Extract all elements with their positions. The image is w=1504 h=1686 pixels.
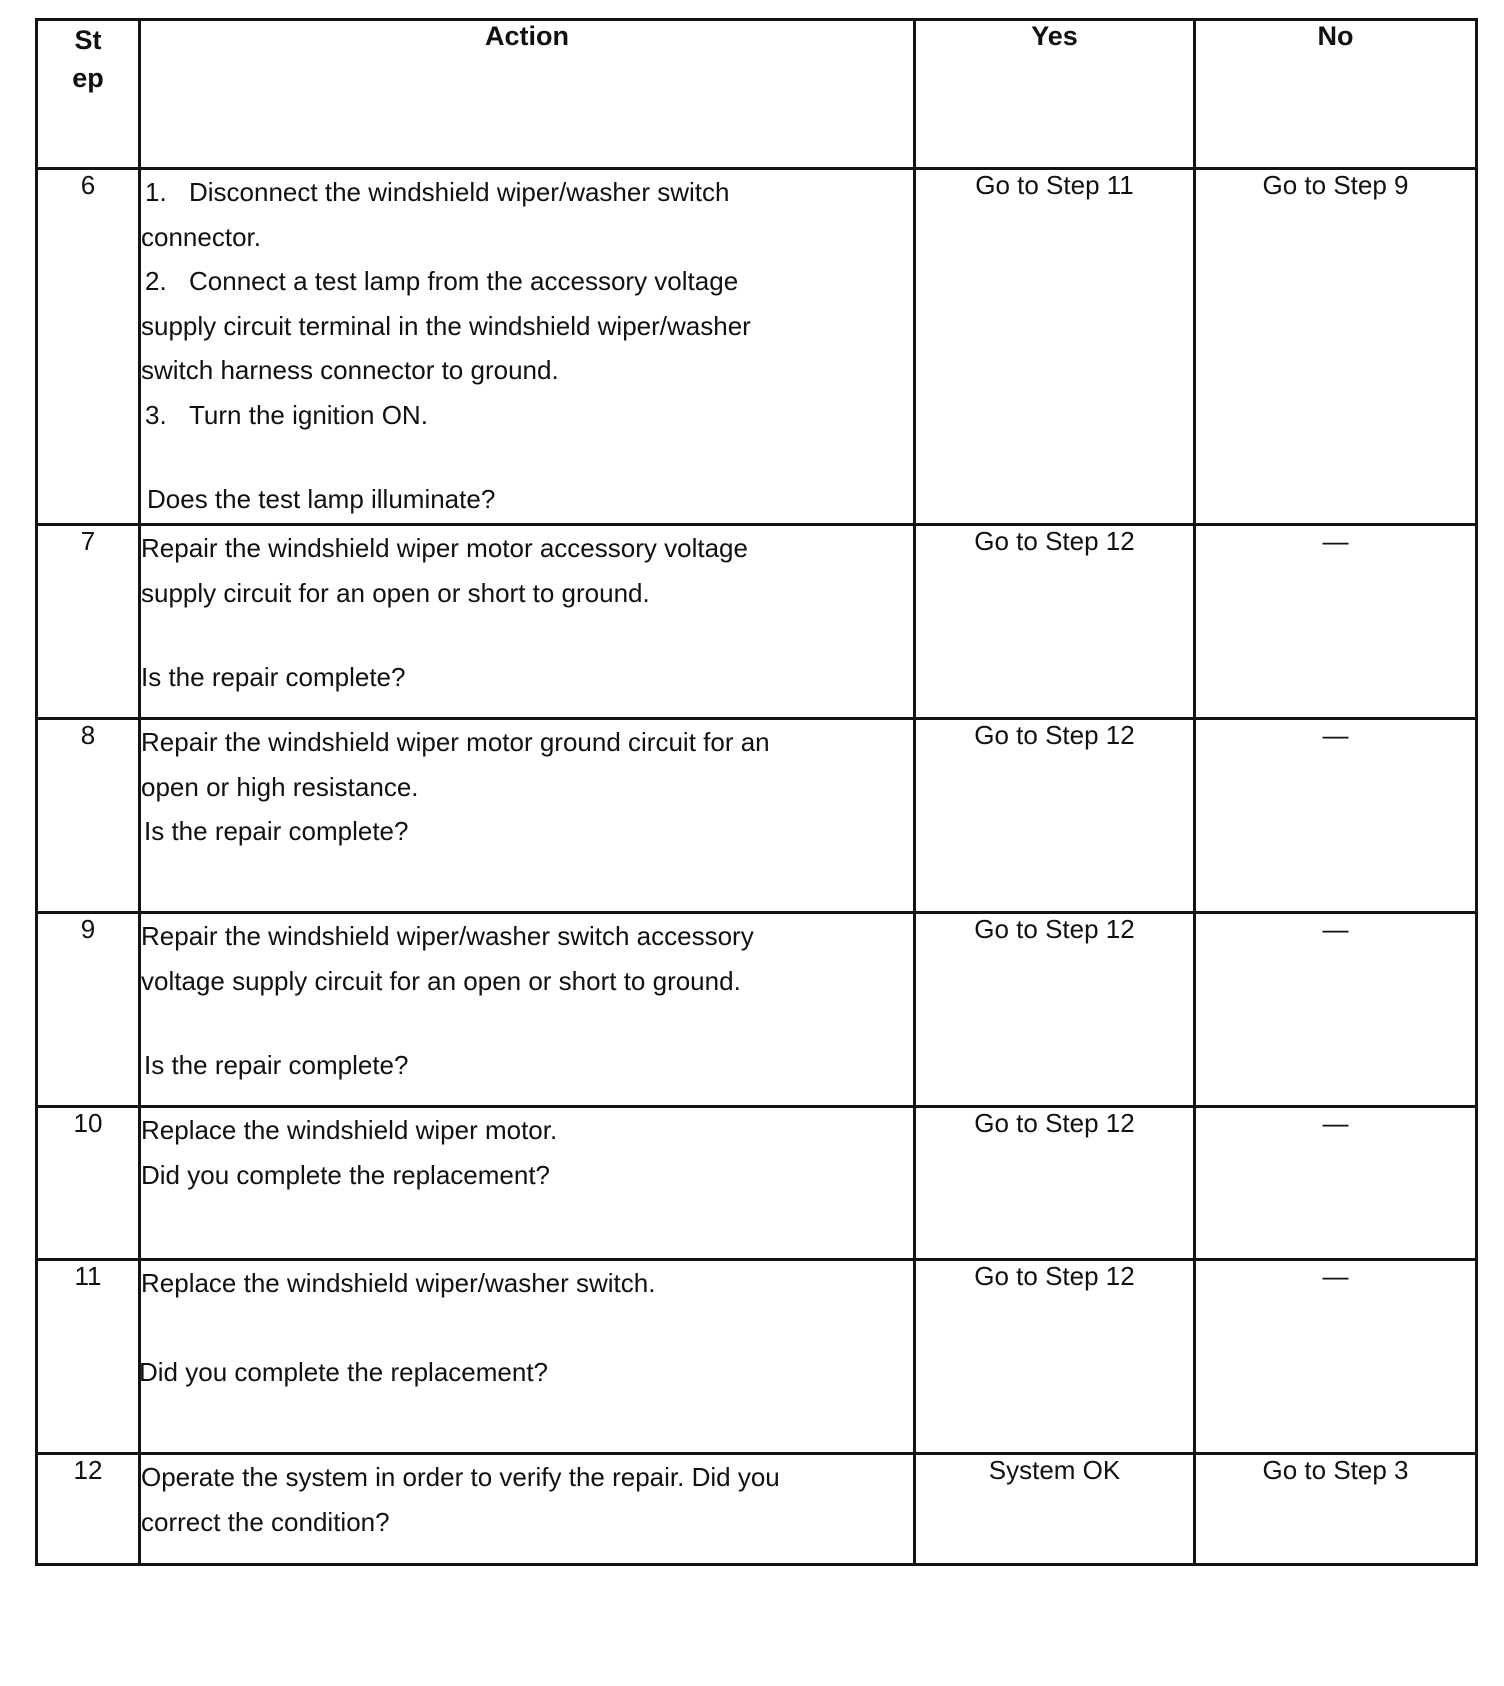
action-text: Connect a test lamp from the accessory voltage xyxy=(189,266,739,296)
action-cell xyxy=(140,1107,915,1260)
item-number: 2. xyxy=(145,266,167,296)
action-text: Repair the windshield wiper/washer switch accessory xyxy=(141,921,754,951)
yes-result: System OK xyxy=(915,1454,1195,1565)
step-number: 11 xyxy=(37,1260,140,1454)
step-number: 7 xyxy=(37,525,140,719)
action-text: Repair the windshield wiper motor accessory voltage xyxy=(141,533,748,563)
table-row xyxy=(37,1260,1477,1454)
yes-result: Go to Step 12 xyxy=(915,913,1195,1107)
action-question: Is the repair complete? xyxy=(144,1050,409,1080)
action-text: supply circuit for an open or short to ground. xyxy=(141,577,650,608)
yes-result: Go to Step 12 xyxy=(915,1107,1195,1260)
column-header-no: No xyxy=(1195,20,1477,169)
action-text: Turn the ignition ON. xyxy=(189,399,428,430)
action-item xyxy=(141,259,913,304)
table-header-row xyxy=(37,20,1477,169)
no-result: Go to Step 9 xyxy=(1195,169,1477,525)
action-text: Replace the windshield wiper/washer switch. xyxy=(141,1268,656,1298)
action-text: Repair the windshield wiper motor ground circuit for an xyxy=(141,727,770,757)
table-row xyxy=(37,525,1477,719)
step-number: 10 xyxy=(37,1107,140,1260)
action-text: voltage supply circuit for an open or short to ground. xyxy=(141,965,741,996)
column-header-step xyxy=(37,20,140,169)
action-question: Did you complete the replacement? xyxy=(139,1356,549,1387)
step-header-line-1: St xyxy=(74,25,102,55)
column-header-action: Action xyxy=(140,20,915,169)
action-text: Disconnect the windshield wiper/washer switch xyxy=(189,177,730,207)
no-result: — xyxy=(1195,719,1477,913)
action-question: Did you complete the replacement? xyxy=(141,1159,551,1190)
step-number: 12 xyxy=(37,1454,140,1565)
table-row xyxy=(37,719,1477,913)
action-text: correct the condition? xyxy=(141,1506,390,1537)
action-question: Does the test lamp illuminate? xyxy=(147,484,496,514)
step-number: 6 xyxy=(37,169,140,525)
action-cell xyxy=(140,1260,915,1454)
action-text: Replace the windshield wiper motor. xyxy=(141,1115,558,1145)
no-result: — xyxy=(1195,525,1477,719)
action-text: Operate the system in order to verify the repair. Did you xyxy=(141,1462,780,1492)
step-header-line-2: ep xyxy=(72,63,104,93)
item-number: 1. xyxy=(145,177,167,207)
table-row xyxy=(37,913,1477,1107)
action-text: supply circuit terminal in the windshield wiper/washer xyxy=(141,310,751,341)
column-header-yes: Yes xyxy=(915,20,1195,169)
action-text: connector. xyxy=(141,221,261,252)
action-cell xyxy=(140,1454,915,1565)
table-row xyxy=(37,1454,1477,1565)
action-cell xyxy=(140,719,915,913)
action-question: Is the repair complete? xyxy=(141,662,406,692)
no-result: Go to Step 3 xyxy=(1195,1454,1477,1565)
yes-result: Go to Step 11 xyxy=(915,169,1195,525)
no-result: — xyxy=(1195,913,1477,1107)
action-cell xyxy=(140,525,915,719)
action-text: open or high resistance. xyxy=(141,771,419,802)
no-result: — xyxy=(1195,1107,1477,1260)
table-row xyxy=(37,1107,1477,1260)
action-text: switch harness connector to ground. xyxy=(141,355,559,385)
yes-result: Go to Step 12 xyxy=(915,1260,1195,1454)
step-number: 9 xyxy=(37,913,140,1107)
action-cell xyxy=(140,913,915,1107)
table-row xyxy=(37,169,1477,525)
item-number: 3. xyxy=(145,399,167,430)
action-item xyxy=(141,170,913,215)
action-item xyxy=(141,393,913,438)
action-cell xyxy=(140,169,915,525)
diagnostic-table xyxy=(35,18,1478,1566)
no-result: — xyxy=(1195,1260,1477,1454)
yes-result: Go to Step 12 xyxy=(915,525,1195,719)
action-question: Is the repair complete? xyxy=(144,816,409,846)
yes-result: Go to Step 12 xyxy=(915,719,1195,913)
step-number: 8 xyxy=(37,719,140,913)
